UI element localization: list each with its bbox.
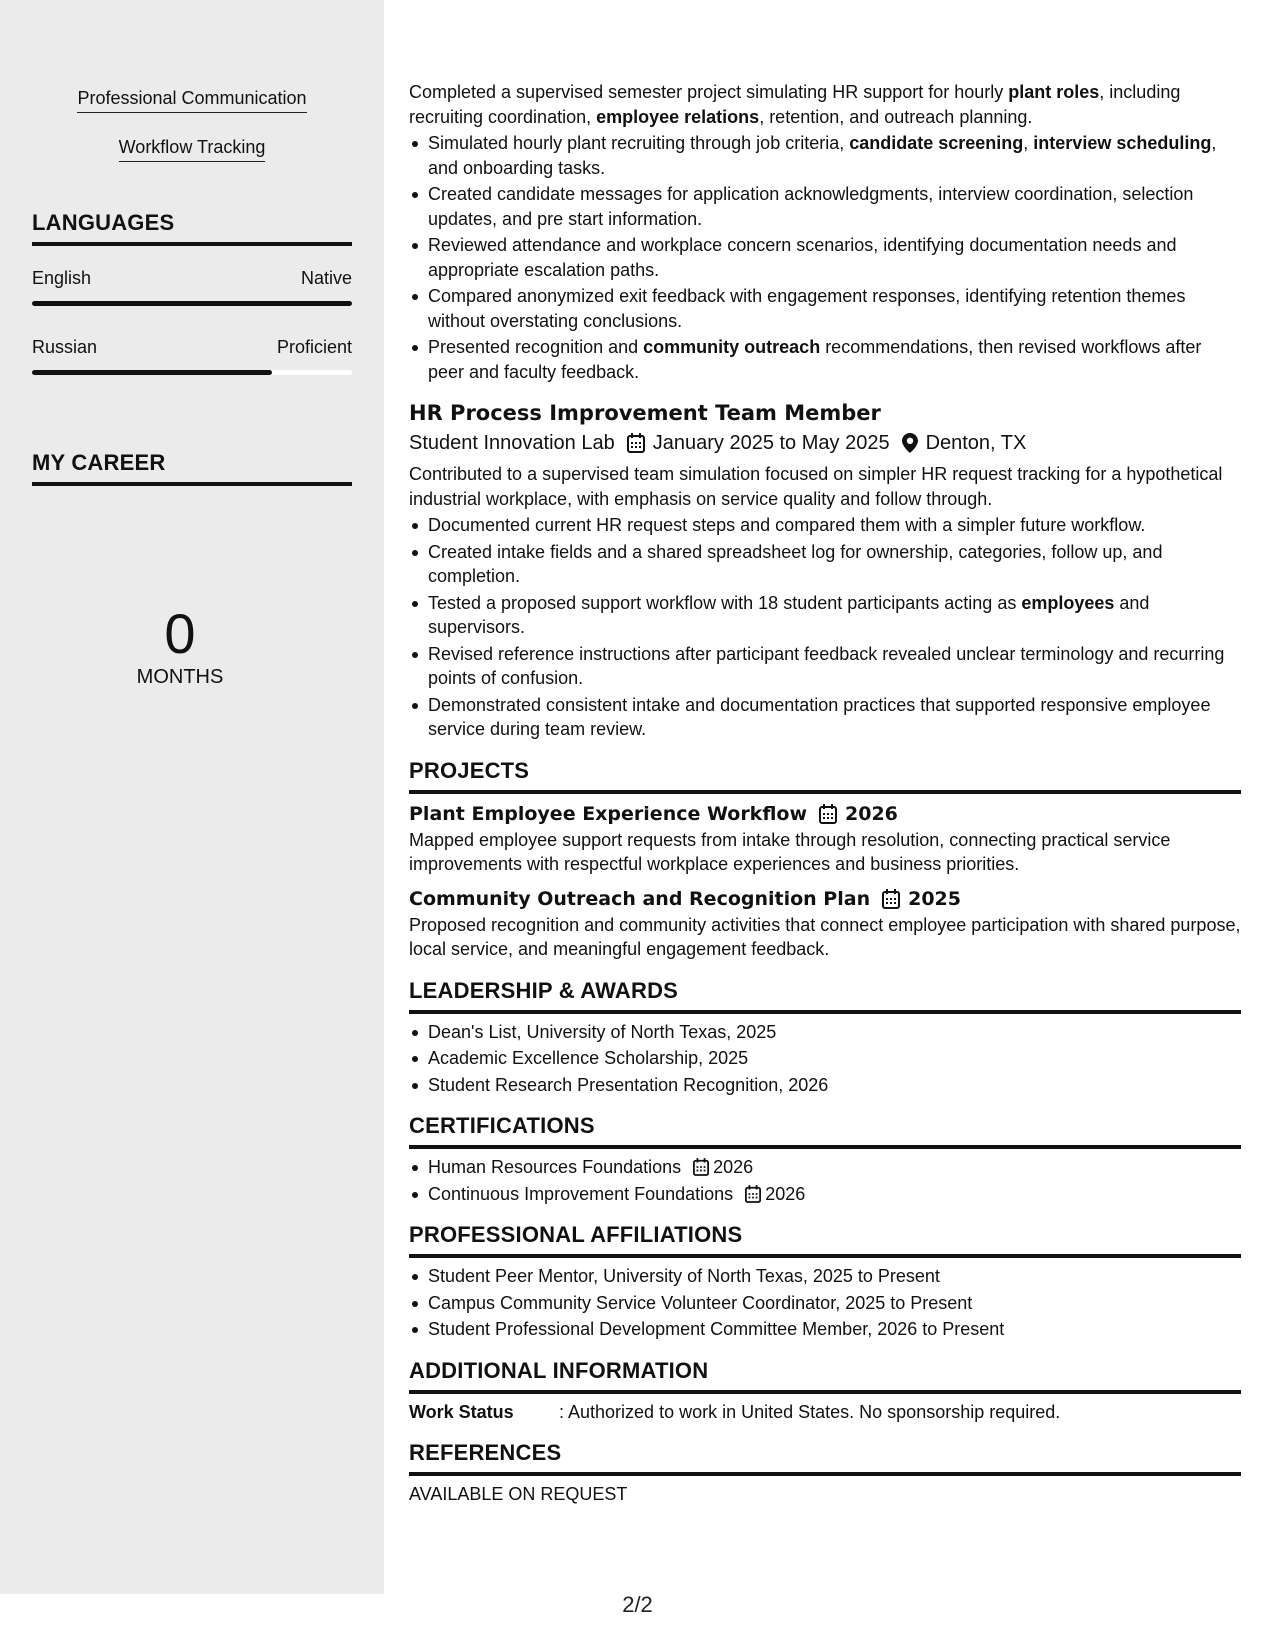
language-bar bbox=[32, 301, 352, 306]
work-status-value: : Authorized to work in United States. No sponsorship required. bbox=[559, 1401, 1061, 1422]
job-location: Denton, TX bbox=[925, 432, 1027, 454]
cert-year: 2026 bbox=[713, 1157, 754, 1177]
list-item: Student Professional Development Committee Member, 2026 to Present bbox=[409, 1317, 1241, 1342]
list-item: Student Research Presentation Recognition, 2026 bbox=[409, 1073, 1241, 1098]
language-name: Russian bbox=[32, 337, 98, 357]
location-pin-icon bbox=[902, 433, 918, 453]
project-year: 2025 bbox=[908, 887, 961, 910]
project-title bbox=[409, 800, 1241, 828]
job-meta bbox=[409, 428, 1241, 458]
job-org: Student Innovation Lab bbox=[409, 432, 615, 454]
certifications-heading: CERTIFICATIONS bbox=[409, 1111, 1241, 1149]
job-summary: Contributed to a supervised team simulation focused on simpler HR request tracking for a hypothetical industrial workplace, with emphasis on service quality and follow through. bbox=[409, 464, 1223, 509]
job-title: HR Process Improvement Team Member bbox=[409, 401, 881, 425]
projects-heading: PROJECTS bbox=[409, 756, 1241, 794]
list-item: Academic Excellence Scholarship, 2025 bbox=[409, 1046, 1241, 1071]
calendar-icon bbox=[627, 433, 645, 453]
work-status-row bbox=[409, 1400, 1241, 1425]
skill-tag: Workflow Tracking bbox=[119, 137, 266, 162]
project-name: Community Outreach and Recognition Plan bbox=[409, 887, 871, 910]
career-heading: MY CAREER bbox=[32, 450, 352, 486]
list-item: Presented recognition and community outreach recommendations, then revised workflows after peer and faculty feedback. bbox=[409, 335, 1241, 384]
language-bar-fill bbox=[32, 301, 352, 306]
list-item bbox=[409, 1182, 1241, 1207]
language-bar-fill bbox=[32, 370, 272, 375]
main-content bbox=[409, 80, 1241, 1509]
language-level: Native bbox=[300, 268, 352, 288]
references-heading: REFERENCES bbox=[409, 1438, 1241, 1476]
list-item: Documented current HR request steps and compared them with a simpler future workflow. bbox=[409, 513, 1241, 538]
calendar-icon bbox=[819, 804, 837, 824]
skills-list bbox=[0, 88, 384, 186]
list-item: Tested a proposed support workflow with 18 student participants acting as employees and supervisors. bbox=[409, 591, 1241, 640]
cert-name: Continuous Improvement Foundations bbox=[428, 1183, 734, 1204]
list-item bbox=[409, 1155, 1241, 1180]
cert-name: Human Resources Foundations bbox=[428, 1157, 682, 1177]
career-duration bbox=[80, 604, 280, 689]
languages-heading: LANGUAGES bbox=[32, 210, 352, 246]
page-number: 2/2 bbox=[622, 1592, 653, 1617]
skill-tag: Professional Communication bbox=[77, 88, 306, 113]
sidebar bbox=[0, 0, 384, 1594]
list-item: Simulated hourly plant recruiting through job criteria, candidate screening, interview scheduling, and onboarding tasks. bbox=[409, 131, 1241, 180]
affiliations-list bbox=[409, 1264, 1241, 1342]
list-item: Campus Community Service Volunteer Coordinator, 2025 to Present bbox=[409, 1291, 1241, 1316]
project-name: Plant Employee Experience Workflow bbox=[409, 802, 808, 825]
job-bullets bbox=[409, 513, 1241, 742]
list-item: Student Peer Mentor, University of North Texas, 2025 to Present bbox=[409, 1264, 1241, 1289]
language-bar bbox=[32, 370, 352, 375]
awards-heading: LEADERSHIP & AWARDS bbox=[409, 976, 1241, 1014]
calendar-icon bbox=[882, 889, 900, 909]
project-desc: Mapped employee support requests from intake through resolution, connecting practical service improvements with respectful workplace experiences and business priorities. bbox=[409, 829, 1171, 874]
experience-intro-bullets bbox=[409, 131, 1241, 384]
certifications-list bbox=[409, 1155, 1241, 1206]
work-status-label: Work Status bbox=[409, 1401, 514, 1422]
project-year: 2026 bbox=[845, 802, 898, 825]
list-item: Reviewed attendance and workplace concern scenarios, identifying documentation needs and appropriate escalation paths. bbox=[409, 233, 1241, 282]
list-item: Compared anonymized exit feedback with engagement responses, identifying retention themes without overstating conclusions. bbox=[409, 284, 1241, 333]
awards-list bbox=[409, 1020, 1241, 1098]
project-desc: Proposed recognition and community activities that connect employee participation with shared purpose, local service, and meaningful engagement feedback. bbox=[409, 914, 1241, 959]
list-item: Dean's List, University of North Texas, 2025 bbox=[409, 1020, 1241, 1045]
experience-intro: Completed a supervised semester project simulating HR support for hourly plant roles, including recruiting coordination, employee relations, retention, and outreach planning. bbox=[409, 82, 1181, 127]
language-name: English bbox=[32, 268, 92, 288]
references-value: AVAILABLE ON REQUEST bbox=[409, 1484, 628, 1504]
list-item: Created candidate messages for application acknowledgments, interview coordination, selection updates, and pre start information. bbox=[409, 182, 1241, 231]
career-unit: MONTHS bbox=[136, 666, 224, 688]
list-item: Created intake fields and a shared spreadsheet log for ownership, categories, follow up, and completion. bbox=[409, 540, 1241, 589]
calendar-icon bbox=[693, 1158, 709, 1176]
list-item: Demonstrated consistent intake and documentation practices that supported responsive employee service during team review. bbox=[409, 693, 1241, 742]
project-title bbox=[409, 885, 1241, 913]
additional-info-heading: ADDITIONAL INFORMATION bbox=[409, 1356, 1241, 1394]
job-dates: January 2025 to May 2025 bbox=[652, 432, 890, 454]
cert-year: 2026 bbox=[765, 1183, 806, 1204]
calendar-icon bbox=[745, 1185, 761, 1203]
affiliations-heading: PROFESSIONAL AFFILIATIONS bbox=[409, 1220, 1241, 1258]
list-item: Revised reference instructions after participant feedback revealed unclear terminology and recurring points of confusion. bbox=[409, 642, 1241, 691]
language-level: Proficient bbox=[276, 337, 352, 357]
career-value: 0 bbox=[164, 602, 196, 665]
